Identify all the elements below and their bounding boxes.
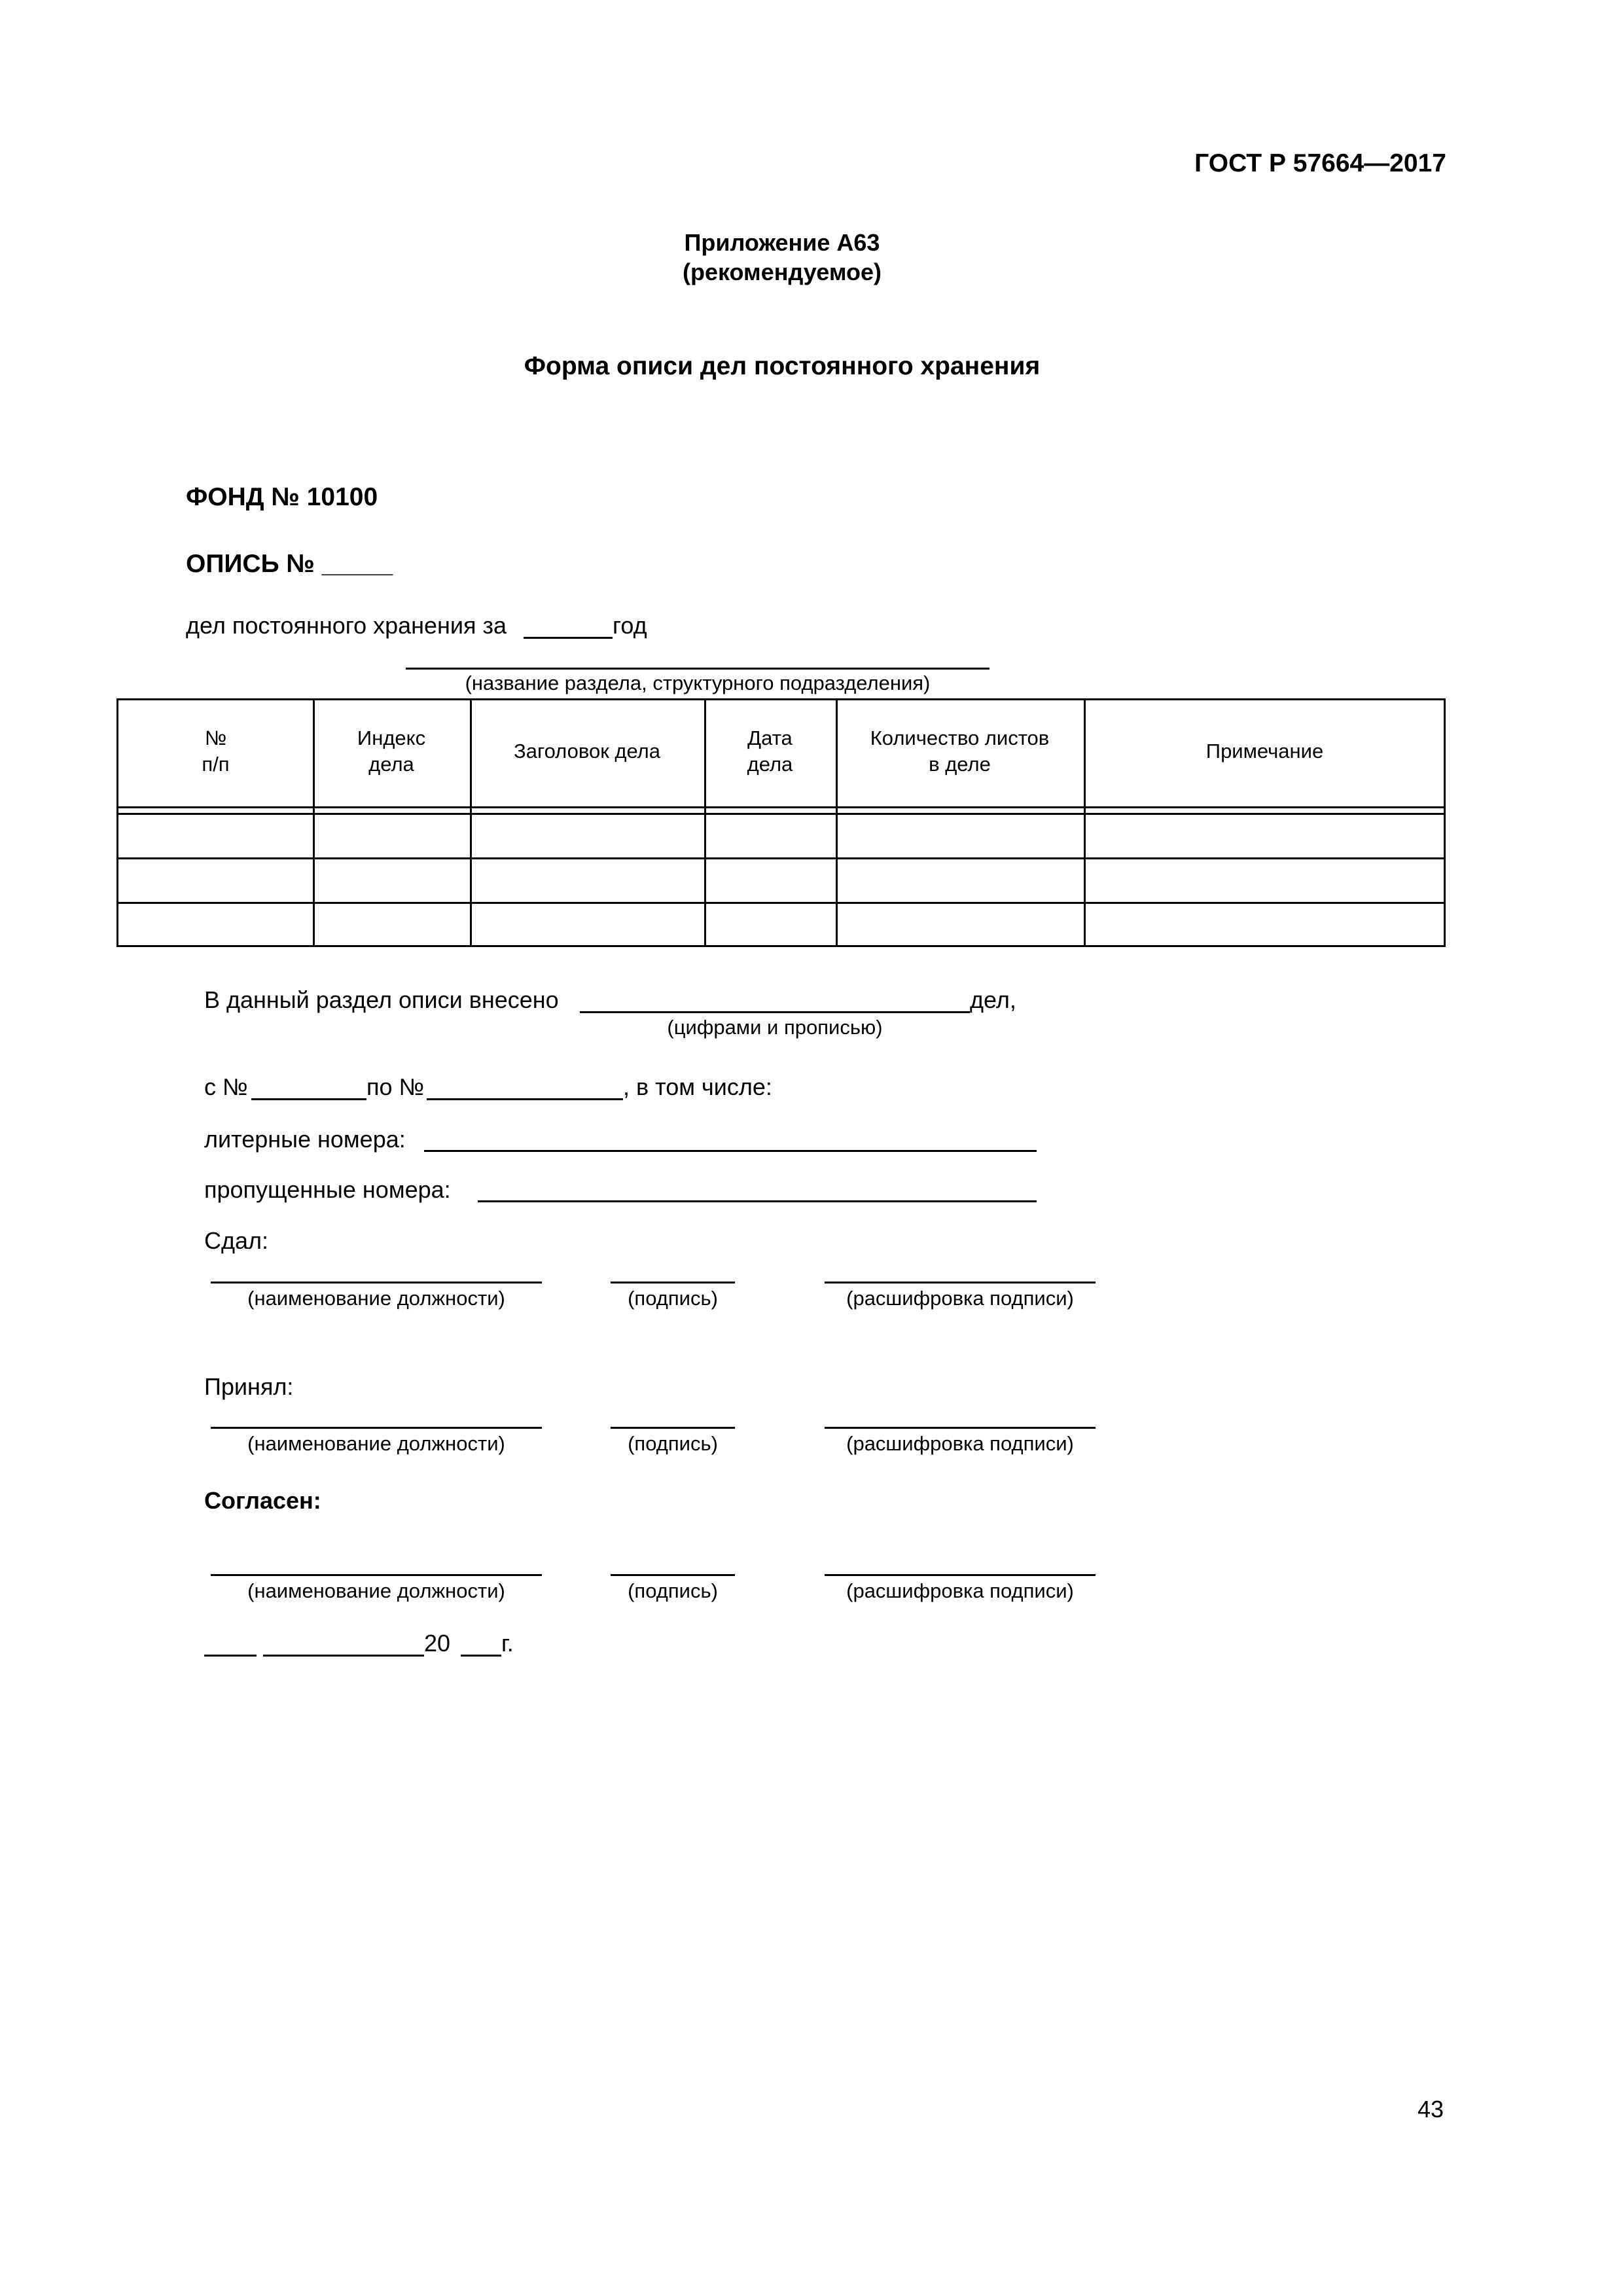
cases-line-prefix: дел постоянного хранения за [186, 612, 507, 639]
inventory-table [116, 698, 1446, 947]
column-header-title: Заголовок дела [514, 739, 660, 762]
cases-line-suffix: год [613, 612, 647, 639]
entered-prefix: В данный раздел описи внесено [204, 986, 559, 1013]
letter-numbers-line [424, 1150, 1037, 1152]
year-suffix: г. [501, 1630, 514, 1657]
section-name-line [406, 668, 990, 670]
received-signature-caption: (подпись) [628, 1432, 718, 1455]
received-decoding-caption: (расшифровка подписи) [846, 1432, 1074, 1455]
agreed-signature-caption: (подпись) [628, 1579, 718, 1602]
document-standard-number: ГОСТ Р 57664—2017 [1194, 149, 1446, 177]
appendix-title: Приложение А63 [684, 229, 880, 256]
year-blank-line [524, 637, 613, 639]
agreed-decoding-caption: (расшифровка подписи) [846, 1579, 1074, 1602]
letter-numbers-label: литерные номера: [204, 1126, 406, 1153]
year-blank-short-line [461, 1655, 501, 1657]
handed-label: Сдал: [204, 1227, 269, 1254]
section-caption: (название раздела, структурного подразделения) [465, 672, 931, 694]
column-header-number: № п/п [202, 726, 230, 776]
to-label: по № [366, 1073, 425, 1100]
entered-count-line [580, 1011, 970, 1013]
entered-caption: (цифрами и прописью) [667, 1016, 883, 1039]
form-title: Форма описи дел постоянного хранения [524, 352, 1041, 380]
column-header-index: Индекс дела [357, 726, 426, 776]
missing-numbers-label: пропущенные номера: [204, 1176, 451, 1203]
to-number-line [427, 1098, 623, 1100]
handed-signature-caption: (подпись) [628, 1287, 718, 1310]
month-blank-line [263, 1655, 424, 1657]
column-header-note: Примечание [1205, 739, 1324, 762]
handed-decoding-caption: (расшифровка подписи) [846, 1287, 1074, 1310]
missing-numbers-line [478, 1200, 1037, 1202]
column-header-date: Дата дела [747, 726, 793, 776]
page-number: 43 [1417, 2096, 1444, 2123]
received-position-caption: (наименование должности) [247, 1432, 505, 1455]
table-row [118, 904, 1444, 947]
from-label: с № [204, 1073, 248, 1100]
table-row [118, 859, 1444, 902]
day-blank-line [204, 1655, 257, 1657]
agreed-label: Согласен: [204, 1487, 321, 1514]
received-label: Принял: [204, 1373, 294, 1400]
entered-suffix: дел, [970, 986, 1016, 1013]
year-prefix: 20 [424, 1630, 451, 1657]
including-text: , в том числе: [623, 1073, 772, 1100]
fond-number: ФОНД № 10100 [186, 483, 378, 511]
handed-position-caption: (наименование должности) [247, 1287, 505, 1310]
agreed-position-caption: (наименование должности) [247, 1579, 505, 1602]
column-header-sheets: Количество листов в деле [870, 726, 1050, 776]
table-row [118, 815, 1444, 857]
opis-number: ОПИСЬ № _____ [186, 550, 393, 578]
from-number-line [251, 1098, 366, 1100]
appendix-subtitle: (рекомендуемое) [683, 259, 882, 285]
